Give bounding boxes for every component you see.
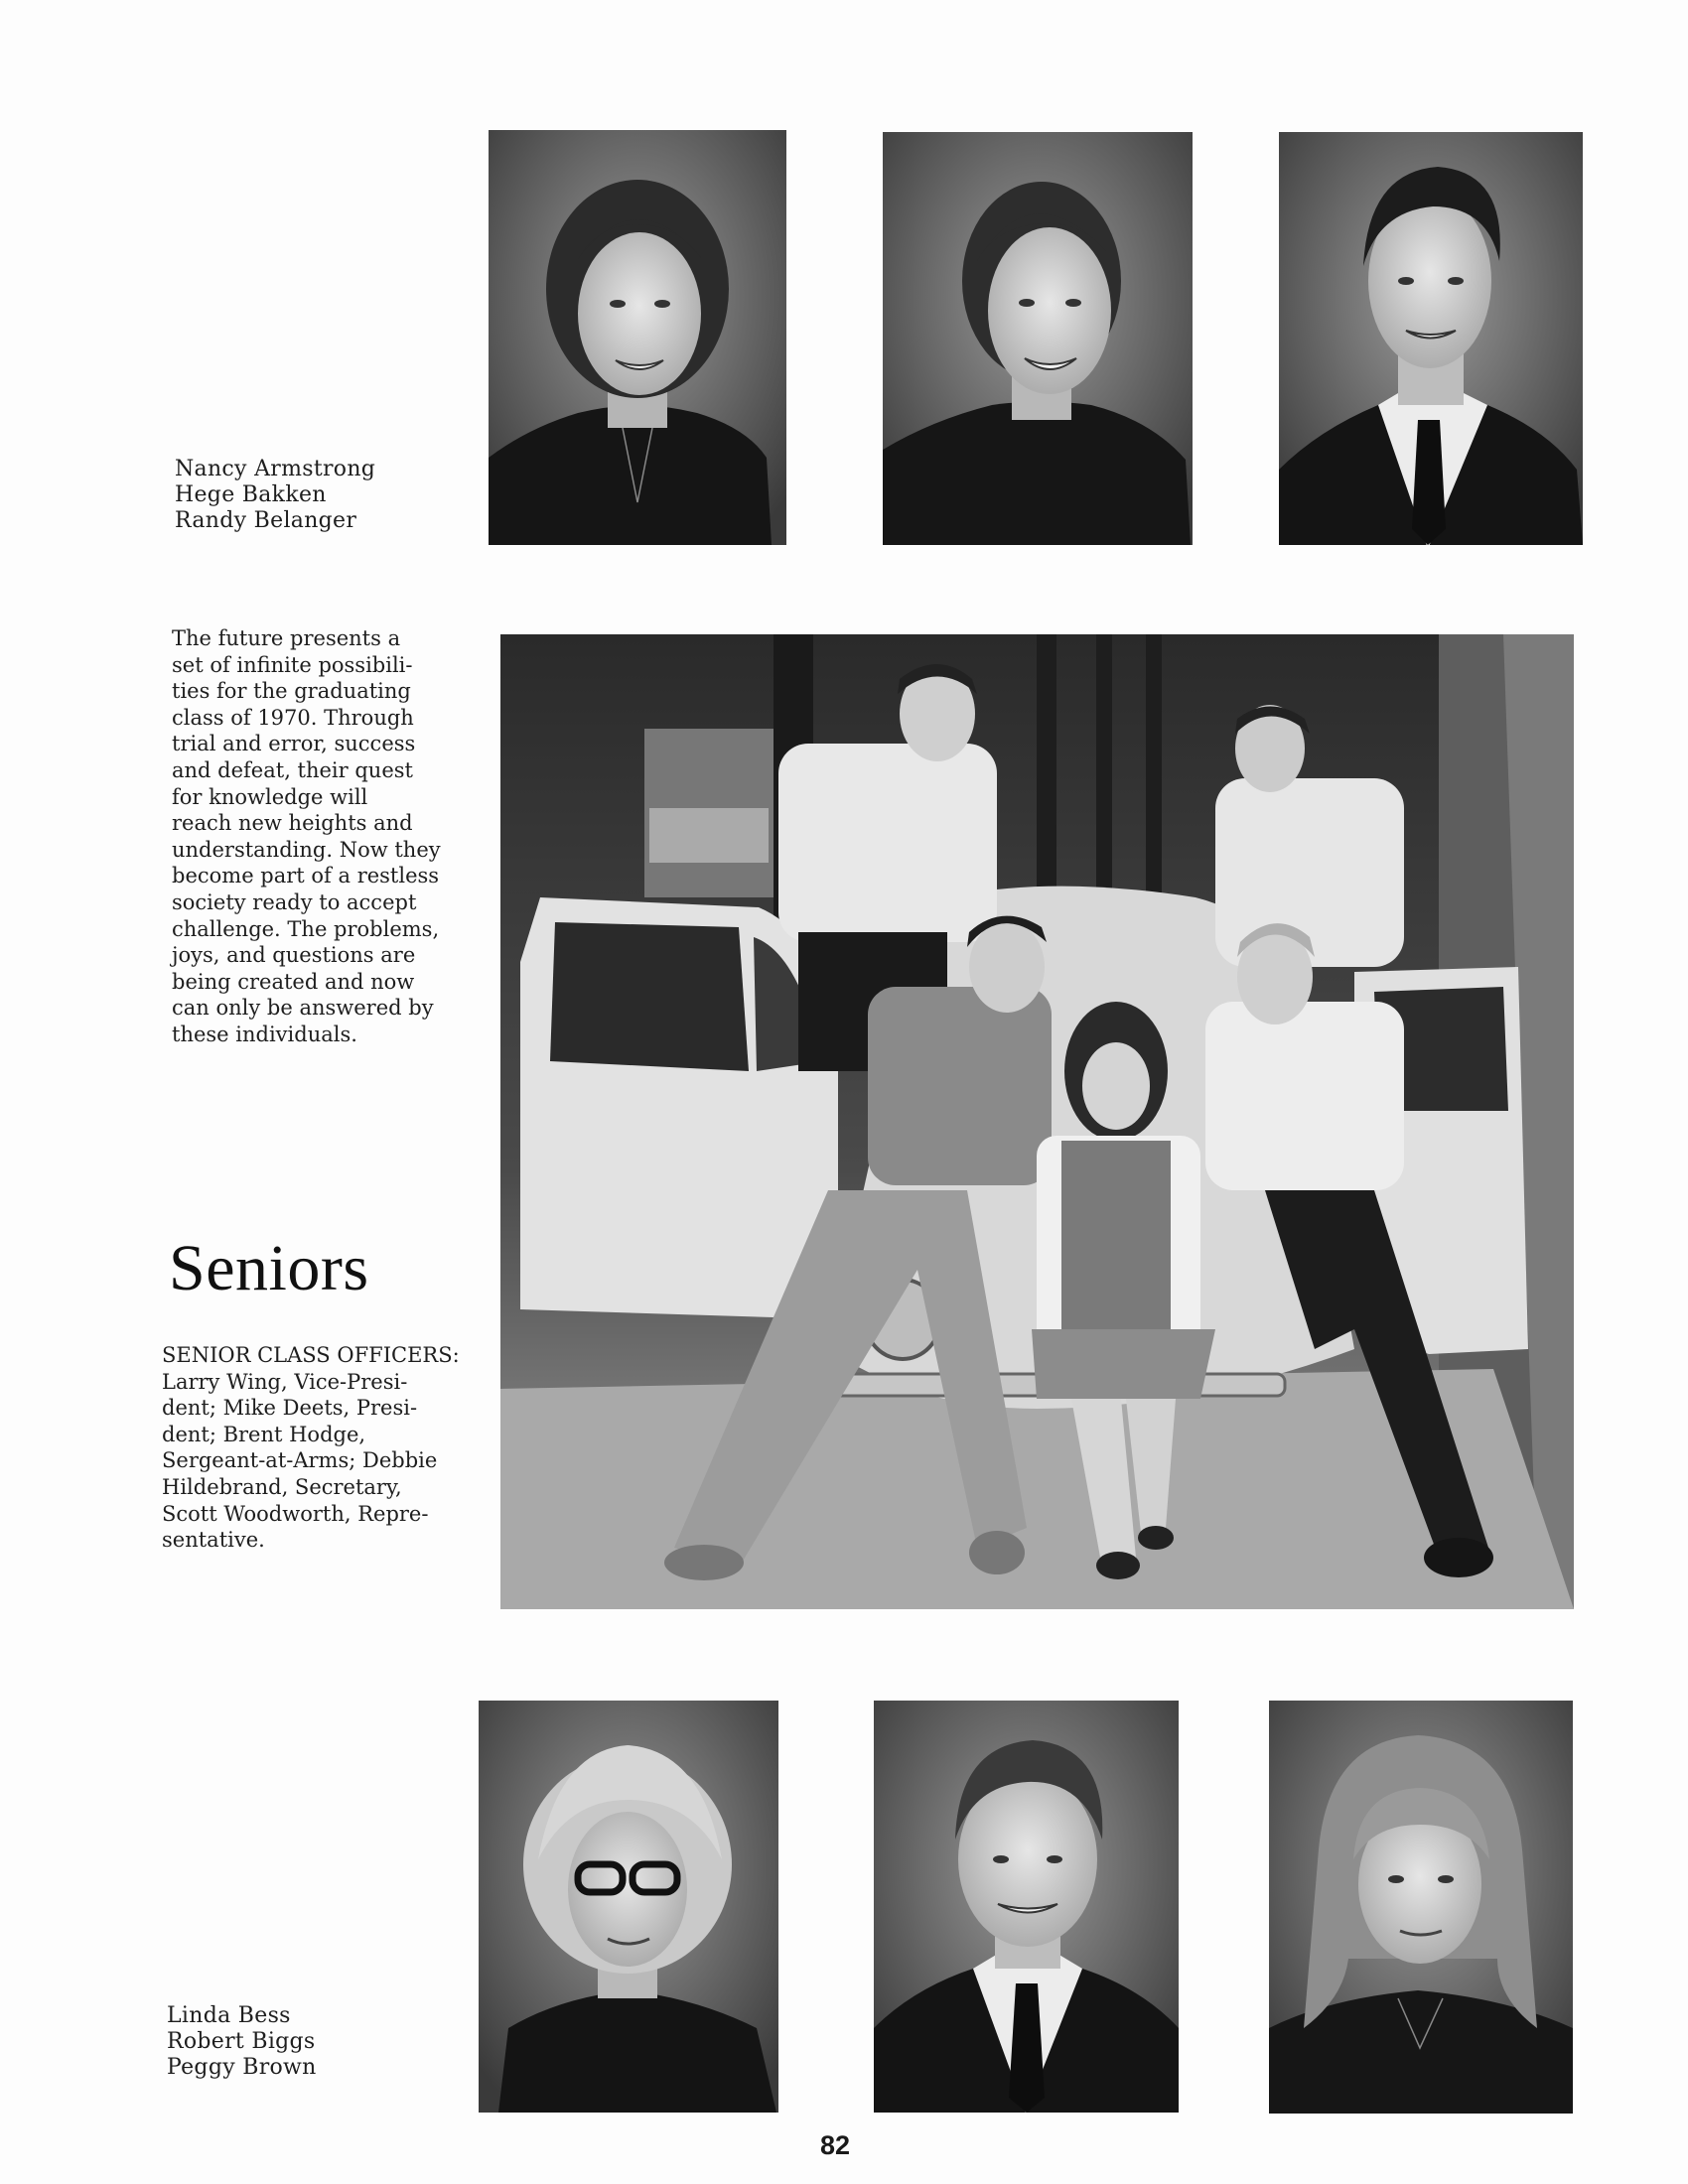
- paragraph-line: become part of a restless: [172, 864, 440, 888]
- caption-line: dent; Brent Hodge,: [162, 1422, 366, 1446]
- caption-line: SENIOR CLASS OFFICERS:: [162, 1343, 460, 1367]
- group-photo-senior-officers: [500, 634, 1574, 1609]
- portrait-hege-bakken: [883, 132, 1193, 545]
- name-label: Linda Bess: [167, 2003, 291, 2028]
- paragraph-line: challenge. The problems,: [172, 916, 440, 941]
- caption-line: sentative.: [162, 1528, 265, 1553]
- name-label: Nancy Armstrong: [175, 457, 376, 481]
- paragraph-line: and defeat, their quest: [172, 757, 413, 782]
- caption-line: Scott Woodworth, Repre-: [162, 1501, 429, 1526]
- paragraph-line: can only be answered by: [172, 996, 434, 1021]
- name-label: Peggy Brown: [167, 2055, 317, 2080]
- paragraph-line: joys, and questions are: [172, 943, 416, 968]
- paragraph-line: for knowledge will: [172, 784, 368, 809]
- page-number: 82: [820, 2130, 851, 2160]
- intro-paragraph: [172, 625, 441, 1048]
- officers-caption: [162, 1342, 460, 1554]
- portrait-nancy-armstrong: [489, 130, 786, 545]
- paragraph-line: set of infinite possibili-: [172, 652, 413, 677]
- portrait-peggy-brown: [1269, 1701, 1573, 2114]
- portrait-robert-biggs: [874, 1701, 1179, 2113]
- section-title: Seniors: [169, 1232, 369, 1304]
- caption-line: Hildebrand, Secretary,: [162, 1474, 402, 1499]
- bottom-row-names: [167, 2003, 317, 2081]
- paragraph-line: class of 1970. Through: [172, 705, 414, 730]
- paragraph-line: ties for the graduating: [172, 679, 411, 704]
- paragraph-line: understanding. Now they: [172, 837, 441, 862]
- top-row-names: [175, 457, 375, 534]
- paragraph-line: The future presents a: [172, 626, 401, 650]
- name-label: Hege Bakken: [175, 482, 327, 507]
- caption-line: Sergeant-at-Arms; Debbie: [162, 1448, 438, 1473]
- name-label: Randy Belanger: [175, 508, 357, 533]
- portrait-linda-bess: [479, 1701, 778, 2113]
- caption-line: dent; Mike Deets, Presi-: [162, 1396, 418, 1421]
- paragraph-line: these individuals.: [172, 1022, 357, 1046]
- paragraph-line: society ready to accept: [172, 889, 417, 914]
- paragraph-line: reach new heights and: [172, 811, 413, 836]
- caption-line: Larry Wing, Vice-Presi-: [162, 1369, 408, 1394]
- paragraph-line: trial and error, success: [172, 732, 416, 756]
- portrait-randy-belanger: [1279, 132, 1583, 545]
- name-label: Robert Biggs: [167, 2029, 316, 2054]
- paragraph-line: being created and now: [172, 969, 415, 994]
